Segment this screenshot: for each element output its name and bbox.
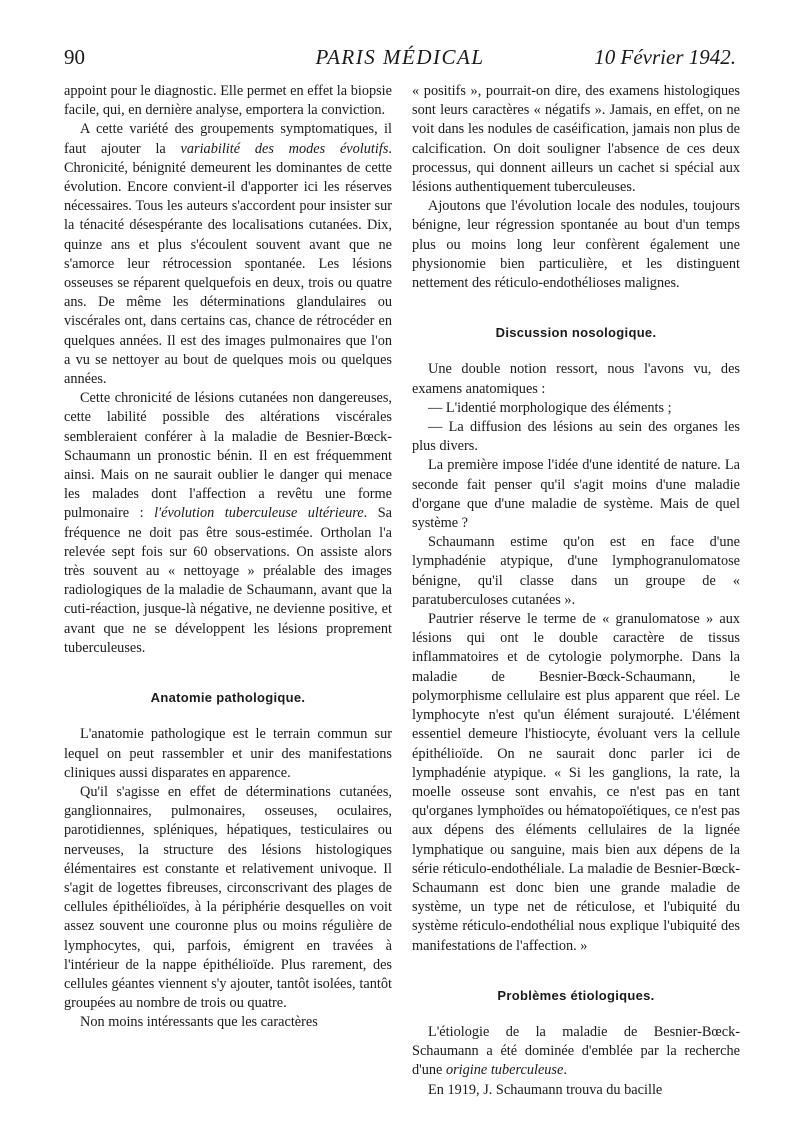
emphasis: l'évolution tuberculeuse ultérieure xyxy=(154,505,364,522)
paragraph: Non moins intéressants que les caractères xyxy=(80,1014,318,1031)
journal-title: PARIS MÉDICAL xyxy=(315,45,485,69)
text-run: Cette chronicité de lésions cutanées non dangereuses, cette labilité possible des altérations viscérales sembleraient conférer à la maladie de Besnier-Bœck-Schaumann un pronostic bénin. Il en est fréquemment ainsi. Mais on ne saurait oublier le danger qui menace les malades dont l'affection a revêtu une forme pulmonaire : xyxy=(64,390,392,522)
page-header xyxy=(64,40,736,74)
section-heading-etiologie: Problèmes étiologiques. xyxy=(497,987,655,1003)
spacer xyxy=(412,293,740,323)
spacer xyxy=(412,1005,740,1023)
issue-date: 10 Février 1942. xyxy=(594,45,736,69)
right-column xyxy=(412,82,740,1100)
text-run: A cette variété des groupements symptomatiques, il faut ajouter la xyxy=(64,121,392,157)
paragraph: appoint pour le diagnostic. Elle permet en effet la biopsie facile, qui, en dernière analyse, emportera la conviction. xyxy=(64,83,392,119)
paragraph: Une double notion ressort, nous l'avons vu, des examens anatomiques : xyxy=(412,361,740,397)
section-heading-anatomie: Anatomie pathologique. xyxy=(150,690,306,706)
paragraph: Qu'il s'agisse en effet de déterminations cutanées, ganglionnaires, pulmonaires, osseuses, oculaires, parotidiennes, spléniques, hépatiques, testiculaires ou nerveuses, la structure des lésions histologiques élémentaires est constante et relativement univoque. Il s'agit de logettes fibreuses, circonscrivant des plages de cellules épithélioïdes, à la périphérie desquelles on voit assez souvent une couronne plus ou moins régulière de lymphocytes, qui, parfois, émigrent en travées à l'intérieur de la nappe épithélioïde. Plus rarement, des cellules géantes viennent s'y ajouter, tantôt isolées, tantôt groupées au nombre de trois ou quatre. xyxy=(64,783,392,1012)
text-run: . xyxy=(563,1062,567,1079)
paragraph xyxy=(412,1023,740,1081)
list-item: — L'identié morphologique des éléments ; xyxy=(428,399,672,416)
section-heading-discussion: Discussion nosologique. xyxy=(495,325,657,341)
spacer xyxy=(64,658,392,688)
left-column xyxy=(64,82,392,1033)
paragraph: Pautrier réserve le terme de « granulomatose » aux lésions qui ont le double caractère de tissus inflammatoires et de cytologie polymorphe. Dans la maladie de Besnier-Bœck-Schaumann, le polymorphisme cellulaire est plus apparent que réel. Le lymphocyte n'est qu'un élément surajouté. L'élément essentiel demeure l'histiocyte, évoluant vers la cellule épithélioïde. On ne saurait donc parler ici de lymphadénie atypique. « Si les ganglions, la rate, la moelle osseuse sont envahis, ce n'est pas en tant qu'organes lymphoïdes ou hématopoïétiques, ce n'est pas aux dépens des éléments cellulaires de la lignée lymphatique ou sanguine, mais bien aux dépens de la série réticulo-endothéliale. La maladie de Besnier-Bœck-Schaumann est donc bien une grande maladie de système, un type net de réticulose, et l'ubiquité du système réticulo-endothélial nous explique l'ubiquité des manifestations de l'affection. » xyxy=(412,611,740,954)
paragraph xyxy=(64,120,392,389)
emphasis: variabilité des modes évolutifs xyxy=(180,140,389,157)
paragraph: L'anatomie pathologique est le terrain commun sur lequel on peut rassembler et unir des manifestations cliniques aussi disparates en apparence. xyxy=(64,726,392,781)
text-run: . Sa fréquence ne doit pas être sous-estimée. Ortholan l'a relevée sept fois sur 60 observations. On assiste alors très souvent au « nettoyage » préalable des images radiologiques de la maladie de Schaumann, avant que la cuti-réaction, jusque-là négative, ne devienne positive, et avant que ne se développent les lésions proprement tuberculeuses. xyxy=(64,505,392,656)
text-run: L'étiologie de la maladie de Besnier-Bœck-Schaumann a été dominée d'emblée par la recherche d'une xyxy=(412,1023,740,1079)
page-number: 90 xyxy=(64,45,85,69)
paragraph xyxy=(64,389,392,658)
spacer xyxy=(412,342,740,360)
paragraph: En 1919, J. Schaumann trouva du bacille xyxy=(428,1081,663,1098)
paragraph: Schaumann estime qu'on est en face d'une lymphadénie atypique, d'une lymphogranulomatose bénigne, qu'il classe dans un groupe de « paratuberculoses cutanées ». xyxy=(412,534,740,608)
paragraph: La première impose l'idée d'une identité de nature. La seconde fait penser qu'il s'agit moins d'une maladie d'organe que d'une maladie de système. Mais de quel système ? xyxy=(412,457,740,532)
text-run: . Chronicité, bénignité demeurent les dominantes de cette évolution. Encore convient-il d'apporter ici les réserves nécessaires. Tous les auteurs s'accordent pour insister sur la ténacité désespérante des localisations cutanées. Dix, quinze ans et plus s'écoulent souvent avant que ne s'amorce leur rétrocession spontanée. Les lésions osseuses se réparent quelquefois en deux, trois ou quatre ans. De même les déterminations glandulaires ou viscérales ont, dans certains cas, chance de rétrocéder en quelques années. Il est des images pulmonaires que l'on a vu se nettoyer au bout de quelques mois ou quelques années. xyxy=(64,140,392,388)
list-item: — La diffusion des lésions au sein des organes les plus divers. xyxy=(412,419,740,455)
spacer xyxy=(64,707,392,725)
paragraph: Ajoutons que l'évolution locale des nodules, toujours bénigne, leur régression spontanée au bout d'un temps plus ou moins long leur confèrent également une physionomie bien particulière, et les distinguent nettement des réticulo-endothélioses malignes. xyxy=(412,198,740,292)
spacer xyxy=(412,956,740,986)
paragraph: « positifs », pourrait-on dire, des examens histologiques sont leurs caractères « négatifs ». Jamais, en effet, on ne voit dans les nodules de caséification, jamais non plus de calcification. On doit souligner l'absence de ces deux processus, qui donnent ailleurs un cachet si spécial aux lésions authentiquement tuberculeuses. xyxy=(412,83,740,196)
emphasis: origine tuberculeuse xyxy=(445,1062,564,1079)
